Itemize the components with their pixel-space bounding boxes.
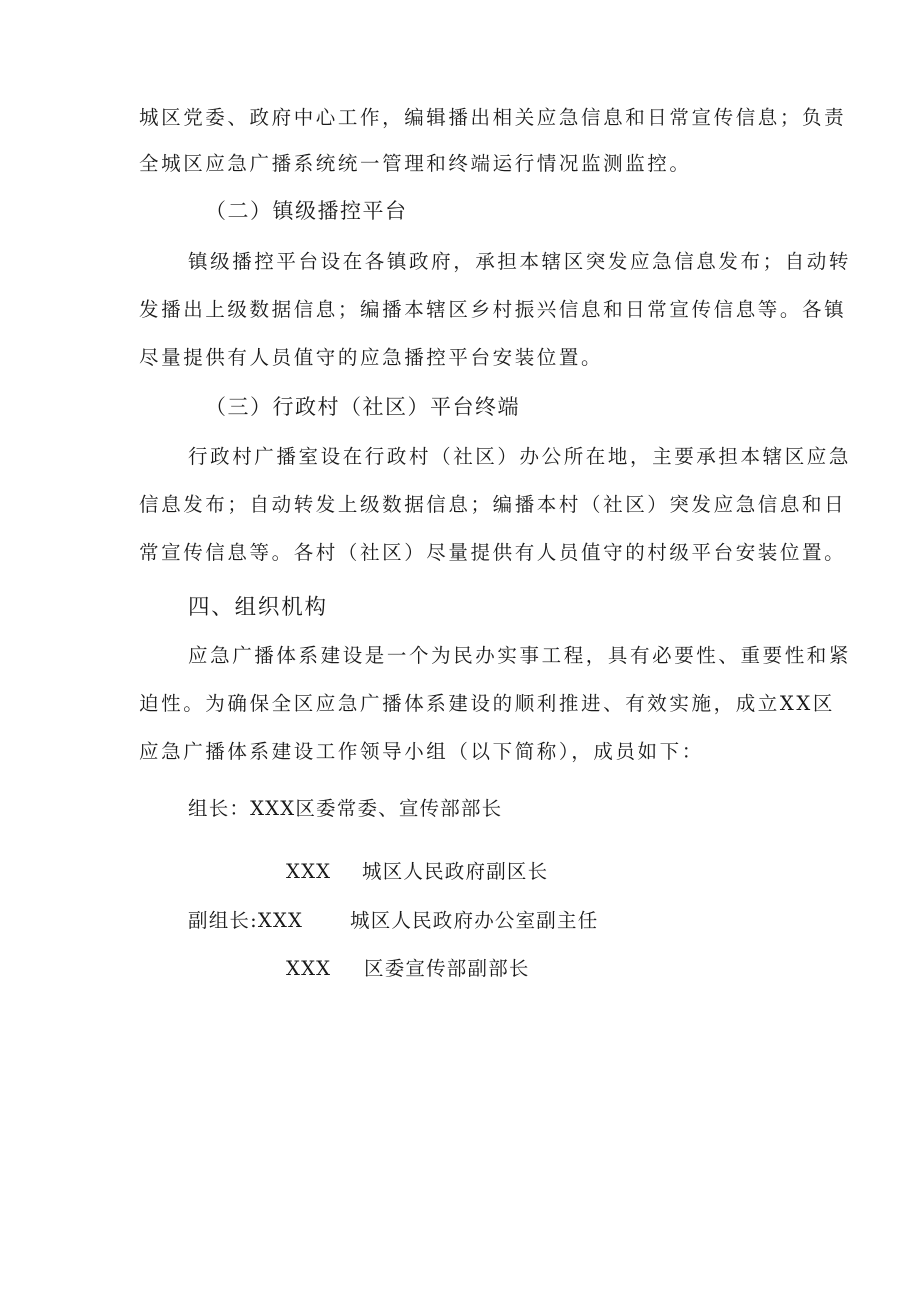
leader-line: 组长：XXX区委常委、宣传部部长 xyxy=(188,797,503,820)
paragraph-line: 应急广播体系建设工作领导小组（以下简称），成员如下： xyxy=(139,740,704,763)
paragraph-line: 信息发布；自动转发上级数据信息；编播本村（社区）突发应急信息和日 xyxy=(139,493,847,516)
paragraph-line: 城区党委、政府中心工作，编辑播出相关应急信息和日常宣传信息；负责 xyxy=(139,106,847,129)
subsection-heading-3: （三）行政村（社区）平台终端 xyxy=(205,395,520,419)
paragraph-line: 行政村广播室设在行政村（社区）办公所在地，主要承担本辖区应急 xyxy=(188,445,852,468)
paragraph-line: 常宣传信息等。各村（社区）尽量提供有人员值守的村级平台安装位置。 xyxy=(139,541,847,564)
paragraph-line: 应急广播体系建设是一个为民办实事工程，具有必要性、重要性和紧 xyxy=(188,644,852,667)
paragraph-line: 迫性。为确保全区应急广播体系建设的顺利推进、有效实施，成立XX区 xyxy=(139,692,835,715)
member-title: 区委宣传部副部长 xyxy=(364,957,530,980)
subsection-heading-2: （二）镇级播控平台 xyxy=(205,199,408,223)
paragraph-line: 镇级播控平台设在各镇政府，承担本辖区突发应急信息发布；自动转 xyxy=(188,250,852,273)
paragraph-line: 发播出上级数据信息；编播本辖区乡村振兴信息和日常宣传信息等。各镇 xyxy=(139,298,847,321)
deputy-leader-label: 副组长:XXX xyxy=(188,909,304,932)
member-name: XXX xyxy=(286,860,332,883)
paragraph-line: 尽量提供有人员值守的应急播控平台安装位置。 xyxy=(139,346,604,369)
member-title: 城区人民政府副区长 xyxy=(362,860,549,883)
member-title: 城区人民政府办公室副主任 xyxy=(350,909,599,932)
section-heading-4: 四、组织机构 xyxy=(188,595,328,620)
paragraph-line: 全城区应急广播系统统一管理和终端运行情况监测监控。 xyxy=(139,152,692,175)
member-name: XXX xyxy=(286,957,332,980)
